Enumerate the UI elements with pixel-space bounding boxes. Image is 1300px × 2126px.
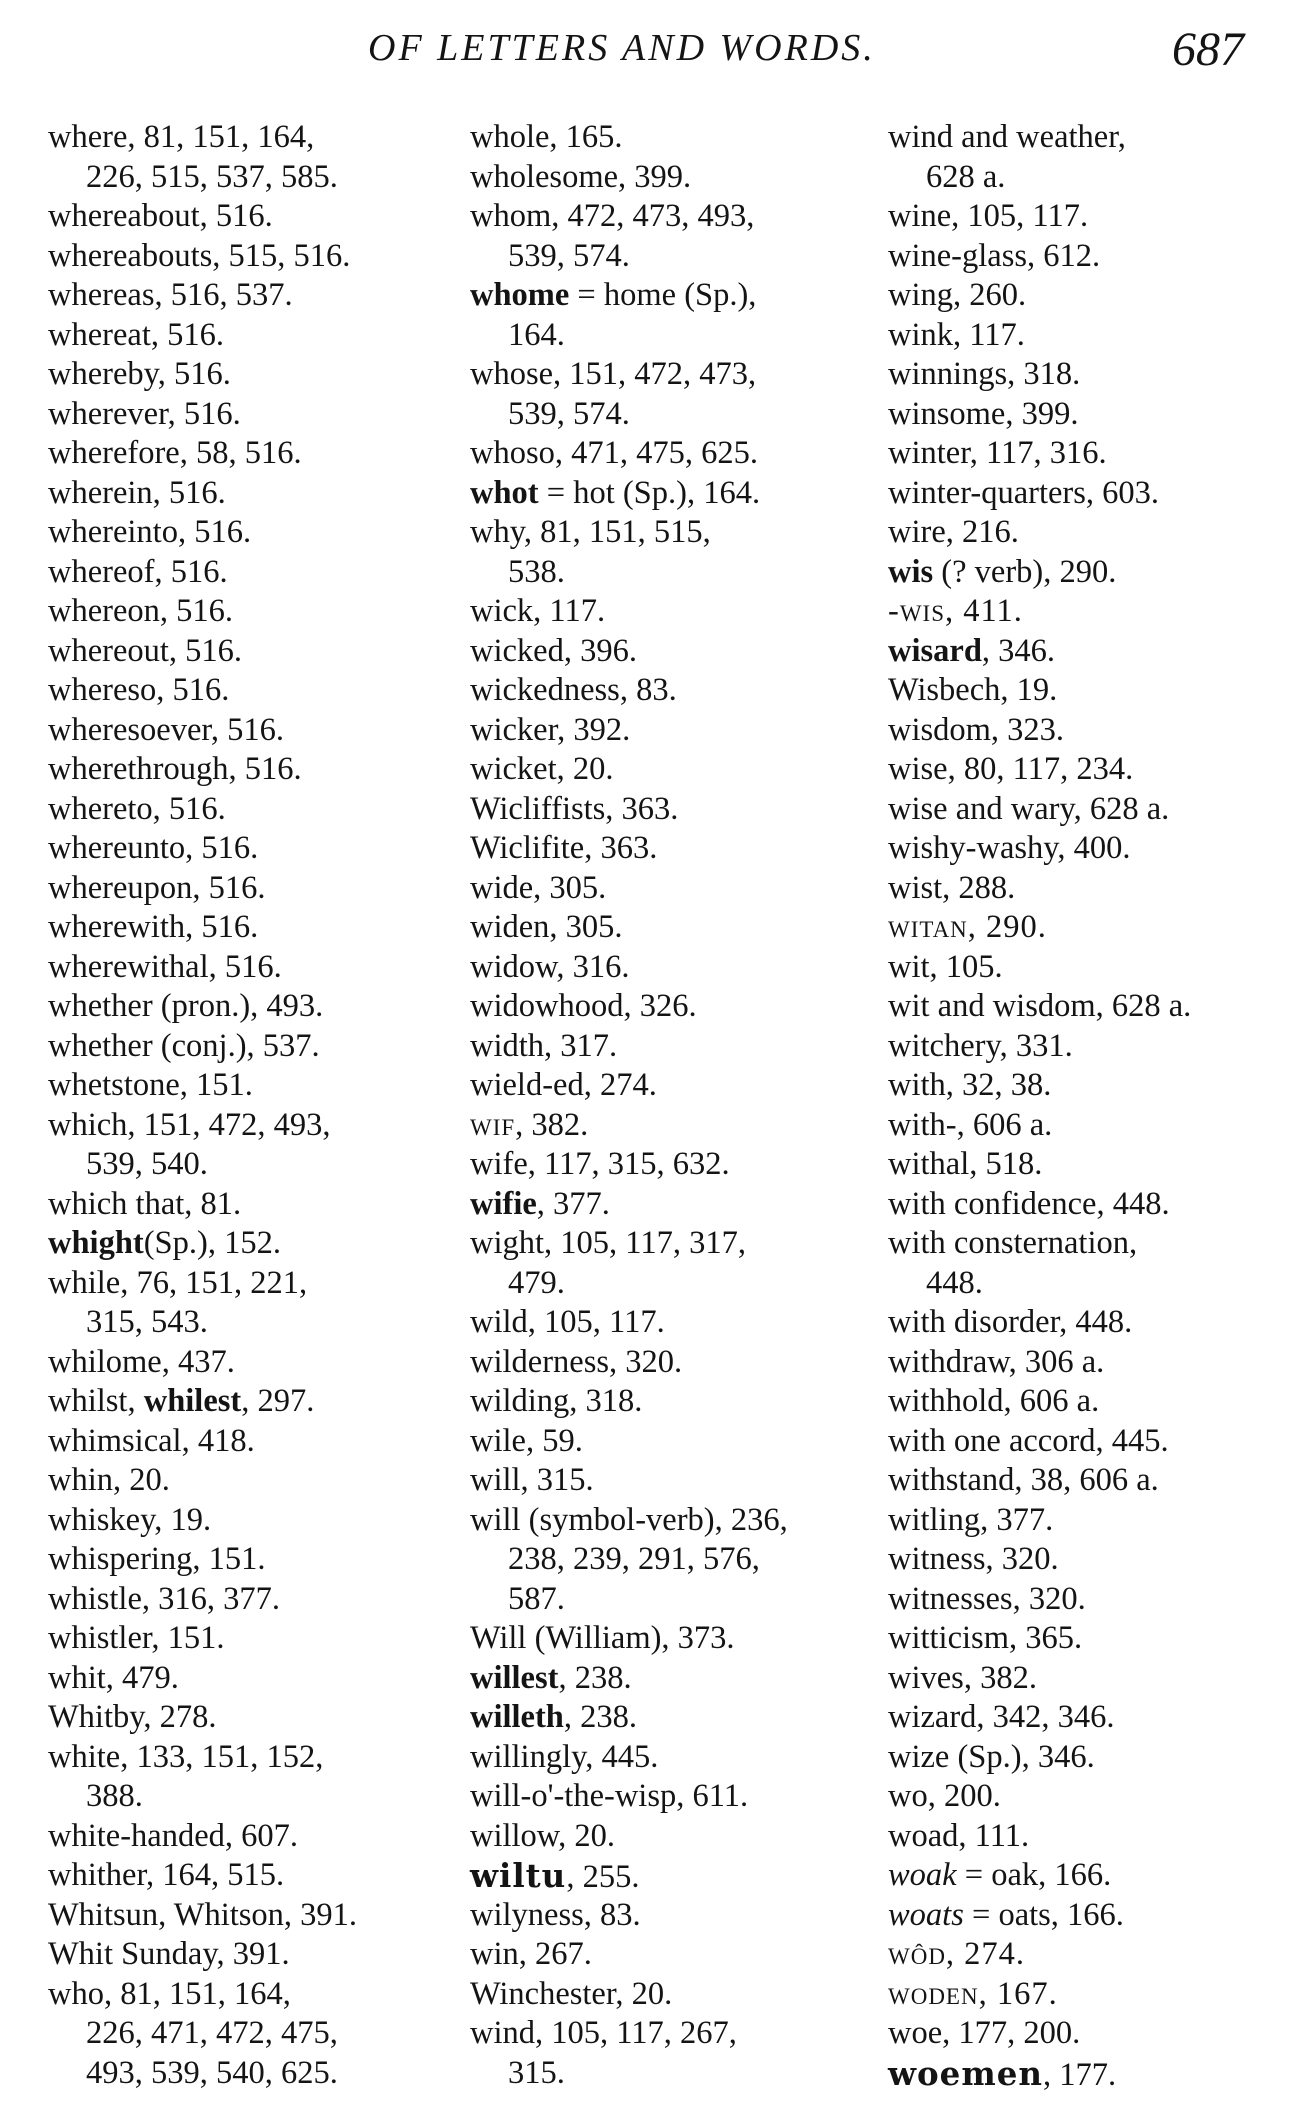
index-entry: witan, 290. [888, 909, 1047, 945]
index-entry: with one accord, 445. [888, 1422, 1169, 1459]
index-column-1 [48, 118, 448, 2093]
index-entry-continuation: 164. [508, 316, 565, 353]
index-entry: white-handed, 607. [48, 1817, 299, 1854]
bold-headword: willeth [470, 1699, 564, 1735]
index-entry: -wis, 411. [888, 593, 1023, 629]
index-entry: with consternation, [888, 1225, 1138, 1261]
index-entry: withhold, 606 a. [888, 1383, 1100, 1419]
index-entry-continuation: 538. [508, 553, 565, 590]
bold-headword: willest [470, 1659, 559, 1696]
index-entry: whin, 20. [48, 1462, 170, 1498]
index-entry: wit, 105. [888, 948, 1003, 985]
index-entry: wholesome, 399. [470, 158, 692, 195]
entry-rest: , 177. [1043, 2056, 1117, 2093]
index-entry [470, 1698, 870, 1738]
index-entry: wit and wisdom, 628 a. [888, 988, 1192, 1024]
index-column-3 [888, 118, 1298, 2093]
index-entry: with disorder, 448. [888, 1304, 1133, 1340]
index-entry: wherefore, 58, 516. [48, 435, 302, 471]
index-entry: whimsical, 418. [48, 1422, 255, 1459]
entry-rest: = hot (Sp.), 164. [538, 474, 761, 511]
index-entry: wind and weather, [888, 119, 1126, 155]
index-entry: with-, 606 a. [888, 1106, 1053, 1143]
entry-rest: , 297. [241, 1383, 315, 1419]
index-entry: wishy-washy, 400. [888, 830, 1131, 866]
index-entry: wôd, 274. [888, 1936, 1026, 1972]
index-entry: whereto, 516. [48, 790, 226, 827]
index-entry: will, 315. [470, 1462, 594, 1498]
index-column-2 [470, 118, 870, 2093]
index-entry: wickedness, 83. [470, 672, 677, 708]
index-entry: wick, 117. [470, 593, 606, 629]
bold-headword: whight [48, 1225, 144, 1261]
index-entry: whereas, 516, 537. [48, 277, 293, 313]
index-entry-continuation: 479. [508, 1264, 565, 1301]
small-caps-headword: wif [470, 1106, 516, 1143]
index-entry: whereunto, 516. [48, 830, 259, 866]
index-entry: woden, 167. [888, 1975, 1058, 2012]
index-entry: widowhood, 326. [470, 988, 697, 1024]
index-entry [888, 1896, 1298, 1936]
index-entry: wicket, 20. [470, 751, 614, 787]
index-entry: Whitsun, Whitson, 391. [48, 1896, 358, 1933]
index-entry: winsome, 399. [888, 395, 1079, 432]
index-entry: whit, 479. [48, 1659, 179, 1696]
index-entry: white, 133, 151, 152, [48, 1738, 324, 1775]
index-entry: whereabout, 516. [48, 198, 273, 234]
index-entry-continuation: 493, 539, 540, 625. [86, 2054, 338, 2091]
entry-rest: , 238. [558, 1659, 632, 1696]
index-entry-continuation: 539, 540. [86, 1146, 208, 1182]
index-entry: whistler, 151. [48, 1620, 225, 1656]
index-entry: wilding, 318. [470, 1383, 643, 1419]
index-entry: whereout, 516. [48, 632, 243, 669]
index-entry: whom, 472, 473, 493, [470, 198, 755, 234]
index-entry: widow, 316. [470, 948, 630, 985]
index-entry-continuation: 315. [508, 2054, 565, 2091]
index-entry: wine-glass, 612. [888, 237, 1101, 274]
index-entry: winter-quarters, 603. [888, 474, 1159, 511]
index-entry: wing, 260. [888, 277, 1027, 313]
index-entry [888, 553, 1298, 593]
entry-rest: , 238. [563, 1699, 638, 1735]
index-entry: wide, 305. [470, 869, 607, 906]
entry-rest: , 346. [981, 632, 1056, 669]
index-entry-continuation: 226, 515, 537, 585. [86, 158, 338, 195]
index-entry: wherever, 516. [48, 395, 241, 432]
index-entry-continuation: 539, 574. [508, 237, 630, 274]
page-number: 687 [1172, 23, 1244, 76]
index-entry: whereat, 516. [48, 316, 224, 353]
index-entry [888, 2054, 1298, 2094]
index-entry: whilome, 437. [48, 1343, 235, 1380]
index-entry [470, 276, 870, 316]
index-entry [470, 474, 870, 514]
index-entry: with, 32, 38. [888, 1067, 1052, 1103]
index-entry: whereabouts, 515, 516. [48, 237, 351, 274]
index-entry: wo, 200. [888, 1778, 1001, 1814]
index-entry: which, 151, 472, 493, [48, 1106, 331, 1143]
italic-headword: woats [888, 1896, 964, 1933]
entry-rest: = oak, 166. [956, 1857, 1112, 1893]
entry-rest: = oats, 166. [963, 1896, 1124, 1933]
index-entry: wilderness, 320. [470, 1343, 683, 1380]
index-entry: widen, 305. [470, 909, 623, 945]
index-entry: who, 81, 151, 164, [48, 1975, 291, 2012]
index-entry: witnesses, 320. [888, 1580, 1086, 1617]
index-entry: while, 76, 151, 221, [48, 1264, 308, 1301]
bold-headword: wis [888, 553, 934, 590]
index-entry: woad, 111. [888, 1817, 1030, 1854]
blackletter-headword: woemen [888, 2053, 1044, 2093]
index-entry: wives, 382. [888, 1659, 1037, 1696]
index-entry: whither, 164, 515. [48, 1857, 285, 1893]
index-entry-continuation: 448. [926, 1264, 983, 1301]
index-entry: will (symbol-verb), 236, [470, 1501, 788, 1538]
italic-headword: woak [888, 1857, 957, 1893]
index-entry: whole, 165. [470, 119, 623, 155]
index-entry: wise and wary, 628 a. [888, 790, 1170, 827]
page-header [0, 20, 1300, 80]
index-entry: where, 81, 151, 164, [48, 119, 315, 155]
index-entry: wherewithal, 516. [48, 948, 282, 985]
index-entry: wilyness, 83. [470, 1896, 641, 1933]
index-entry-continuation: 238, 239, 291, 576, [508, 1541, 760, 1577]
index-entry: Winchester, 20. [470, 1975, 673, 2012]
index-entry-continuation: 388. [86, 1778, 143, 1814]
index-entry [888, 1856, 1298, 1896]
running-title: OF LETTERS AND WORDS. [368, 27, 876, 69]
index-entry: whiskey, 19. [48, 1501, 212, 1538]
index-entry-continuation: 315, 543. [86, 1304, 208, 1340]
index-entry [470, 1106, 870, 1146]
index-entry: with confidence, 448. [888, 1185, 1170, 1222]
index-entry [48, 1224, 448, 1264]
index-entry: whereinto, 516. [48, 514, 252, 550]
index-entry: witness, 320. [888, 1541, 1059, 1577]
index-entry-continuation: 587. [508, 1580, 565, 1617]
index-entry: whereupon, 516. [48, 869, 266, 906]
index-entry: whetstone, 151. [48, 1067, 253, 1103]
index-entry: willingly, 445. [470, 1738, 659, 1775]
index-entry: wine, 105, 117. [888, 198, 1089, 234]
index-entry: Wicliffists, 363. [470, 790, 679, 827]
index-entry: whose, 151, 472, 473, [470, 356, 757, 392]
entry-rest: , 377. [536, 1185, 610, 1222]
index-entry: whereof, 516. [48, 553, 228, 590]
bold-headword: wisard [888, 632, 982, 669]
index-entry-continuation: 226, 471, 472, 475, [86, 2015, 338, 2051]
index-entry: which that, 81. [48, 1185, 242, 1222]
index-entry-continuation: 628 a. [926, 158, 1006, 195]
index-entry: whereby, 516. [48, 356, 231, 392]
entry-rest: (Sp.), 152. [143, 1225, 281, 1261]
index-entry: withal, 518. [888, 1146, 1043, 1182]
index-entry: width, 317. [470, 1027, 618, 1064]
entry-rest: (? verb), 290. [933, 553, 1117, 590]
bold-headword: whilest [143, 1383, 242, 1419]
index-entry: wile, 59. [470, 1422, 583, 1459]
index-entry: wisdom, 323. [888, 711, 1065, 748]
index-entry: wire, 216. [888, 514, 1019, 550]
index-entry: wist, 288. [888, 869, 1016, 906]
index-entry: witchery, 331. [888, 1027, 1073, 1064]
index-entry [470, 1856, 870, 1896]
index-entry: wicker, 392. [470, 711, 631, 748]
index-entry: whistle, 316, 377. [48, 1580, 281, 1617]
index-entry: Wisbech, 19. [888, 672, 1058, 708]
index-entry: winter, 117, 316. [888, 435, 1107, 471]
index-entry: wheresoever, 516. [48, 711, 285, 748]
index-entry: will-o'-the-wisp, 611. [470, 1778, 749, 1814]
entry-rest: , 255. [566, 1859, 640, 1895]
index-entry: wherewith, 516. [48, 909, 259, 945]
index-entry: why, 81, 151, 515, [470, 514, 711, 550]
entry-head: whilst, [48, 1383, 144, 1419]
index-entry: winnings, 318. [888, 356, 1081, 392]
index-entry: witling, 377. [888, 1501, 1054, 1538]
index-entry-continuation: 539, 574. [508, 395, 630, 432]
index-entry: wherein, 516. [48, 474, 226, 511]
index-entry: wild, 105, 117. [470, 1304, 665, 1340]
index-entry: wizard, 342, 346. [888, 1699, 1115, 1735]
index-entry: Wiclifite, 363. [470, 830, 658, 866]
index-entry: withdraw, 306 a. [888, 1343, 1105, 1380]
index-entry: wise, 80, 117, 234. [888, 751, 1134, 787]
index-entry: whereso, 516. [48, 672, 230, 708]
index-entry: wize (Sp.), 346. [888, 1738, 1095, 1775]
index-entry: whispering, 151. [48, 1541, 266, 1577]
index-entry: withstand, 38, 606 a. [888, 1462, 1159, 1498]
index-entry: whoso, 471, 475, 625. [470, 435, 758, 471]
index-entry: wink, 117. [888, 316, 1025, 353]
index-entry: wind, 105, 117, 267, [470, 2015, 737, 2051]
index-entry: Will (William), 373. [470, 1620, 735, 1656]
index-entry: wherethrough, 516. [48, 751, 302, 787]
entry-rest: , 382. [515, 1106, 589, 1143]
index-entry: wicked, 396. [470, 632, 637, 669]
bold-headword: wifie [470, 1185, 537, 1222]
index-entry: Whit Sunday, 391. [48, 1936, 290, 1972]
index-entry [470, 1659, 870, 1699]
entry-rest: = home (Sp.), [569, 277, 757, 313]
index-entry [48, 1382, 448, 1422]
index-entry: whereon, 516. [48, 593, 234, 629]
index-entry: wield-ed, 274. [470, 1067, 657, 1103]
index-entry: witticism, 365. [888, 1620, 1083, 1656]
bold-headword: whome [470, 277, 570, 313]
index-entry: willow, 20. [470, 1817, 616, 1854]
index-entry: win, 267. [470, 1936, 592, 1972]
index-entry: woe, 177, 200. [888, 2015, 1081, 2051]
index-entry: whether (conj.), 537. [48, 1027, 320, 1064]
index-entry: wife, 117, 315, 632. [470, 1146, 730, 1182]
blackletter-headword: wiltu [470, 1856, 567, 1895]
index-entry: Whitby, 278. [48, 1699, 217, 1735]
index-entry: whether (pron.), 493. [48, 988, 324, 1024]
index-entry: wight, 105, 117, 317, [470, 1225, 746, 1261]
index-entry [888, 632, 1298, 672]
bold-headword: whot [470, 474, 539, 511]
index-entry [470, 1185, 870, 1225]
